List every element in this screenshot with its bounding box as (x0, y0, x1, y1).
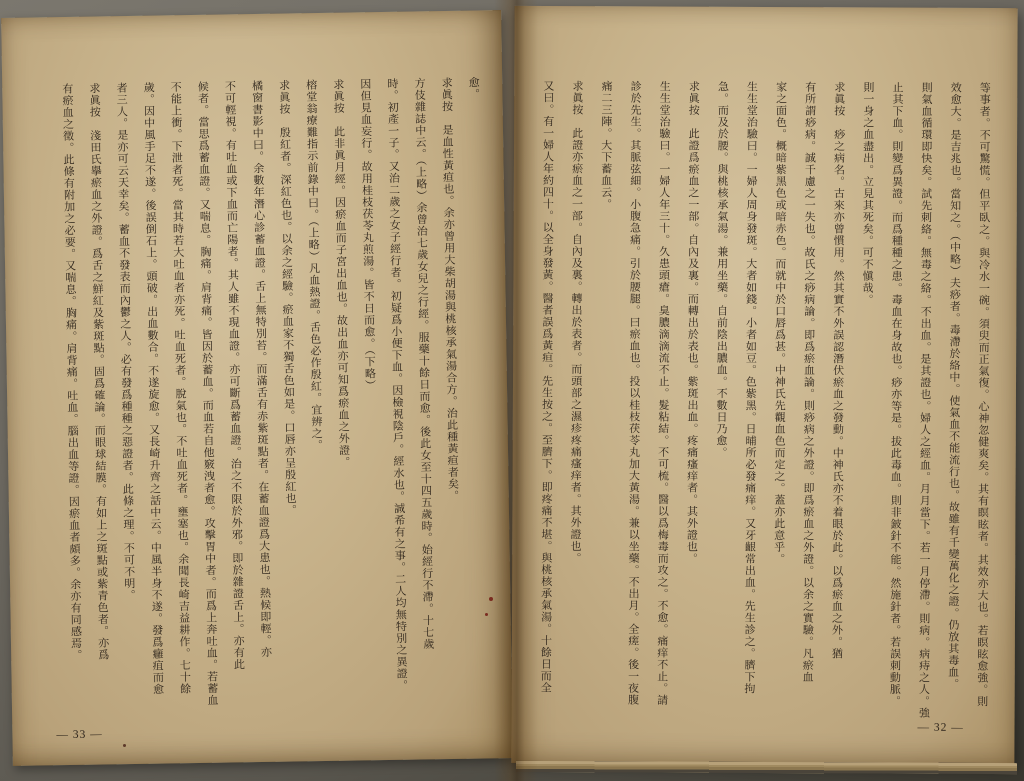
text-column: 求眞按 殷紅者。深紅色也。以余之經驗。瘀血家不獨舌色如是。口唇亦呈殷紅也。 (277, 79, 297, 517)
text-column: 求眞按 淺田氏擧瘀血之外證。爲舌之鮮紅及紫斑點。固爲確論。而眼球結膜。有如上之斑點或紫青色者。亦爲 (87, 82, 109, 661)
text-column: 歲。因中風手足不遂。後誤倒石上。頭破。出血數合。不遂旋愈。又長崎升齊之話中云。中風半身不遂。發爲癰疽而愈 (142, 81, 164, 696)
text-column: 則氣血循環即快矣。試先刺絡。無毒之絡。不出血。是其證也。婦人之經血。月月當下。若一月停滯。則病。病痔之人。強 (917, 81, 933, 719)
text-column: 候者。當思爲蓄血證。又喘息。胸痛。肩背痛。皆因於蓄血。而血若自他竅洩者愈。攻擊胃中者。而爲上奔吐血。若蓄血 (196, 80, 219, 707)
page-edge-stack (516, 761, 1017, 774)
paper-speck (489, 597, 493, 601)
text-column: 止其下血。則變爲異證。而爲種種之患。毒血在身故也。痧亦等是。拔此毒血。則非鈹針不能。然施針者。若誤刺動脈。 (888, 81, 904, 708)
text-column: 痛二三陣。大下蓄血云。 (599, 80, 613, 211)
text-column: 求眞按 此證爲瘀血之一部。自內及裏。而轉出於表也。紫斑出血。疼痛瘙痒者。其外證也。 (685, 80, 700, 565)
text-column: 求眞按 此非眞月經。因瘀血而子宮出血也。故出血亦可知爲瘀血之外證。 (331, 78, 350, 469)
page-left-text (52, 76, 496, 721)
page-number: — 33 — (56, 728, 103, 742)
page-right-text (530, 80, 999, 720)
paper-speck (123, 744, 126, 747)
text-column: 不能上衝。下泄者死。當其時若大吐血者亦死。吐血死者。脫氣也。不吐血死者。壅塞也。余聞長崎吉益耕作。七十餘 (169, 81, 191, 695)
text-column: 求眞按 此證亦瘀血之一部。自內及裏。轉出於表者。而頭部之濕疹疼痛瘙痒者。其外證也。 (568, 80, 584, 565)
text-column: 生生堂治驗曰。一婦人周身發斑。大者如錢。小者如豆。色紫黑。日晡所必發痛痒。又牙齦常出血。先生診之。臍下拘 (742, 80, 758, 695)
page-number: — 32 — (917, 721, 964, 734)
text-column: 有所謂痧病。誠千慮之一失也。故氏之痧病論。即爲瘀血論。則痧病之外證。即爲瘀血之外證。以余之實驗。凡瘀血 (801, 81, 816, 684)
text-column: 愈。 (467, 76, 480, 101)
text-column: 橘窗書影中曰。余數年潛心診蓄血證。舌上無特別苔。而滿舌有赤紫斑點者。在蓄血證爲大患也。熱候即輕。亦 (250, 79, 272, 659)
text-column: 等事者。不可驚慌。但平臥之。與冷水一碗。須臾而正氣復。心神忽健爽矣。其有瞑眩者。其效亦大也。若瞑眩愈強。則 (975, 81, 991, 708)
text-column: 求眞按 是血性黃疸也。余亦曾用大柴胡湯與桃核承氣湯合方。治此種黃疸者矣。 (440, 76, 459, 502)
paper-speck (485, 613, 488, 616)
text-column: 方伎雜誌中云。（上略）余曾治七歲女兒之行經。服藥十餘日而愈。後此女至十四五歲時。始經行不滯。十七歲 (412, 77, 434, 651)
page-right (511, 6, 1017, 765)
page-left (1, 10, 513, 766)
text-column: 又曰。有一婦人年約四十。以全身發黃。醫者誤爲黃疸。先生按之。至臍下。即疼痛不堪。與桃核承氣湯。十餘日而全 (539, 80, 554, 694)
text-column: 家之面色。概暗紫黑色或暗赤色。而就中於口唇爲甚。中神氏先觀血色而定之。蓋亦此意乎。 (772, 81, 787, 565)
text-column: 求眞按 痧之病名。古來亦曾慣用。然其實不外誤認潛伏瘀血之發動。中神氏亦不着眼於此。以爲瘀血之外。猶 (830, 81, 845, 660)
text-column: 生生堂治驗曰。一婦人年三十。久患頭瘡。臭膿滴滴流不止。髮粘結。不可梳。醫以爲梅毒而攻之。不愈。痛痒不止。請 (655, 80, 671, 706)
text-column: 榕堂翁療難指示前錄中曰。（上略）凡血熱證。舌色必作殷紅。宜辨之。 (304, 79, 323, 452)
text-column: 診於先生。其脈弦細。小腹急痛。引於腰腿。曰瘀血也。投以桂枝茯苓丸加大黃湯。兼以坐藥。不出月。全瘥。後一夜腹 (626, 80, 642, 706)
text-column: 者三人。是亦可云天幸矣。蓄血不發表而內鬱之人。必有發爲種種之惡證者。此條之理。不可不明。 (114, 82, 136, 602)
text-column: 有瘀血之徵。此條有附加之必要。又喘息。胸痛。肩背痛。吐血。腦出血等證。因瘀血者頗多。余亦有同感焉。 (60, 82, 82, 662)
text-column: 不可輕視。有吐血或下血而亡陽者。其人雖不現血證。亦可斷爲蓄血證。治之不限於外邪。即於雜證舌上。亦有此 (223, 80, 245, 671)
text-column: 急。而及於腰。與桃核承氣湯。兼用坐藥。自前陰出膿血。不數日乃愈。 (714, 80, 729, 459)
text-column: 則一身之血盡出。立見其死矣。可不愼哉。 (860, 81, 874, 306)
text-column: 效愈大。是吉兆也。當知之。（中略）夫痧者。毒滯於絡中。使氣血不能流行也。故雖有千變萬化之證。仍放其毒血。 (946, 81, 962, 690)
text-column: 因但見血妄行。故用桂枝茯苓丸煎湯。皆不日而愈。（下略） (358, 78, 376, 392)
text-column: 時。初產一子。又治二歲之女子經行者。初疑爲小便下血。因檢視陰戶。經水也。誠希有之事。二人均無特別之異證。 (385, 77, 408, 692)
